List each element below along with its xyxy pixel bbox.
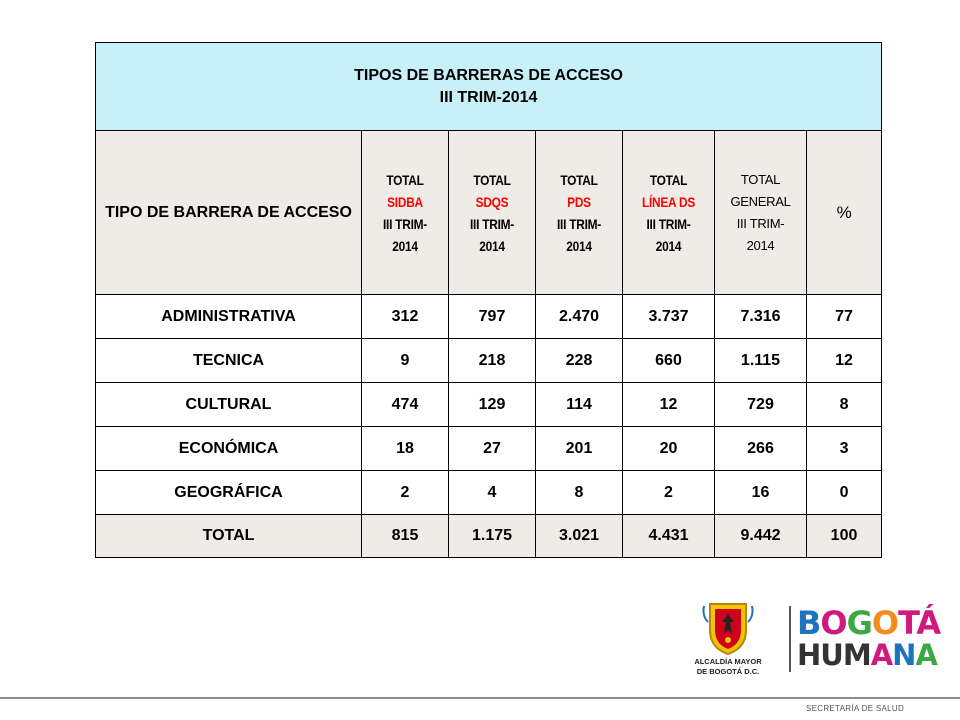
- cell-pds: 3.021: [536, 515, 623, 558]
- header-pds-l2: PDS: [567, 193, 591, 210]
- cell-pds: 8: [536, 471, 623, 515]
- secretaria-label: SECRETARÍA DE SALUD: [806, 704, 905, 713]
- cell-total-general: 266: [715, 427, 807, 471]
- cell-linea-ds: 20: [623, 427, 715, 471]
- cell-sidba: 815: [362, 515, 449, 558]
- table-row: [96, 339, 882, 383]
- header-sdqs-l1: TOTAL: [473, 171, 511, 188]
- row-label: TECNICA: [96, 339, 362, 383]
- coat-of-arms-icon: [700, 600, 756, 656]
- table-title: [96, 43, 882, 131]
- cell-sidba: 2: [362, 471, 449, 515]
- alcaldia-label: [682, 657, 774, 677]
- cell-sidba: 312: [362, 295, 449, 339]
- cell-percent: 100: [807, 515, 882, 558]
- cell-linea-ds: 3.737: [623, 295, 715, 339]
- header-percent-label: %: [836, 202, 852, 222]
- header-pds-l1: TOTAL: [560, 171, 598, 188]
- cell-total-general: 1.115: [715, 339, 807, 383]
- logo-letter: B: [797, 604, 821, 642]
- logo-letter: O: [820, 604, 847, 642]
- row-label: CULTURAL: [96, 383, 362, 427]
- header-general-l3: III TRIM-: [736, 215, 785, 231]
- cell-percent: 0: [807, 471, 882, 515]
- cell-total-general: 9.442: [715, 515, 807, 558]
- row-label: TOTAL: [96, 515, 362, 558]
- cell-sdqs: 1.175: [449, 515, 536, 558]
- cell-linea-ds: 12: [623, 383, 715, 427]
- alcaldia-line1: ALCALDÍA MAYOR: [694, 657, 762, 666]
- cell-total-general: 729: [715, 383, 807, 427]
- cell-sidba: 474: [362, 383, 449, 427]
- table-total-row: [96, 515, 882, 558]
- logo-letter: A: [915, 638, 937, 672]
- logo-letter: Á: [916, 604, 941, 642]
- row-label: ECONÓMICA: [96, 427, 362, 471]
- header-linea-ds: [623, 131, 715, 295]
- cell-sdqs: 4: [449, 471, 536, 515]
- barriers-table: [95, 42, 882, 558]
- cell-sidba: 9: [362, 339, 449, 383]
- cell-percent: 12: [807, 339, 882, 383]
- header-linea-l2: LÍNEA DS: [641, 193, 696, 210]
- cell-pds: 114: [536, 383, 623, 427]
- logo-letter: H: [797, 638, 821, 672]
- header-linea-l1: TOTAL: [649, 171, 688, 188]
- cell-percent: 77: [807, 295, 882, 339]
- cell-total-general: 7.316: [715, 295, 807, 339]
- cell-linea-ds: 660: [623, 339, 715, 383]
- cell-pds: 201: [536, 427, 623, 471]
- header-general-l1: TOTAL: [740, 171, 781, 187]
- logo-letter: A: [870, 638, 893, 672]
- cell-linea-ds: 4.431: [623, 515, 715, 558]
- header-linea-l4: 2014: [655, 237, 682, 254]
- table-row: [96, 427, 882, 471]
- header-sidba-l4: 2014: [392, 237, 418, 254]
- header-barrier-type: TIPO DE BARRERA DE ACCESO: [96, 131, 362, 295]
- header-sidba-l1: TOTAL: [386, 171, 424, 188]
- cell-percent: 8: [807, 383, 882, 427]
- cell-percent: 3: [807, 427, 882, 471]
- header-sidba-l3: III TRIM-: [383, 215, 427, 232]
- logo-letter: U: [820, 638, 843, 672]
- header-pds-l3: III TRIM-: [557, 215, 601, 232]
- header-sidba-l2: SIDBA: [387, 193, 423, 210]
- header-total-general: [715, 131, 807, 295]
- table-title-row: [96, 43, 882, 131]
- cell-sdqs: 27: [449, 427, 536, 471]
- logo-letter: G: [846, 604, 872, 642]
- alcaldia-line2: DE BOGOTÁ D.C.: [696, 667, 760, 676]
- cell-sdqs: 129: [449, 383, 536, 427]
- row-label: ADMINISTRATIVA: [96, 295, 362, 339]
- table-title-line1: TIPOS DE BARRERAS DE ACCESO: [354, 66, 623, 84]
- cell-total-general: 16: [715, 471, 807, 515]
- table-row: [96, 295, 882, 339]
- header-linea-l3: III TRIM-: [646, 215, 691, 232]
- cell-linea-ds: 2: [623, 471, 715, 515]
- logo-letter: N: [892, 638, 916, 672]
- cell-sdqs: 797: [449, 295, 536, 339]
- footer-divider: [0, 697, 960, 699]
- logo-word-humana: [797, 640, 940, 670]
- header-sdqs-l3: III TRIM-: [470, 215, 514, 232]
- header-general-l4: 2014: [746, 237, 775, 253]
- cell-pds: 2.470: [536, 295, 623, 339]
- header-sdqs-l2: SDQS: [475, 193, 509, 210]
- table-header-row: [96, 131, 882, 295]
- cell-pds: 228: [536, 339, 623, 383]
- header-percent: [807, 131, 882, 295]
- table-row: [96, 383, 882, 427]
- bogota-humana-logo: [797, 606, 940, 670]
- table-row: [96, 471, 882, 515]
- row-label: GEOGRÁFICA: [96, 471, 362, 515]
- cell-sidba: 18: [362, 427, 449, 471]
- logo-word-bogota: [797, 606, 940, 640]
- header-sdqs-l4: 2014: [479, 237, 505, 254]
- logo-letter: M: [842, 638, 871, 672]
- logo-letter: O: [871, 604, 899, 642]
- header-general-l2: GENERAL: [730, 193, 791, 209]
- table-title-line2: III TRIM-2014: [439, 88, 538, 106]
- cell-sdqs: 218: [449, 339, 536, 383]
- header-sidba: [362, 131, 449, 295]
- logo-divider: [789, 606, 791, 672]
- logo-letter: T: [898, 604, 917, 642]
- header-pds: [536, 131, 623, 295]
- header-sdqs: [449, 131, 536, 295]
- header-pds-l4: 2014: [566, 237, 592, 254]
